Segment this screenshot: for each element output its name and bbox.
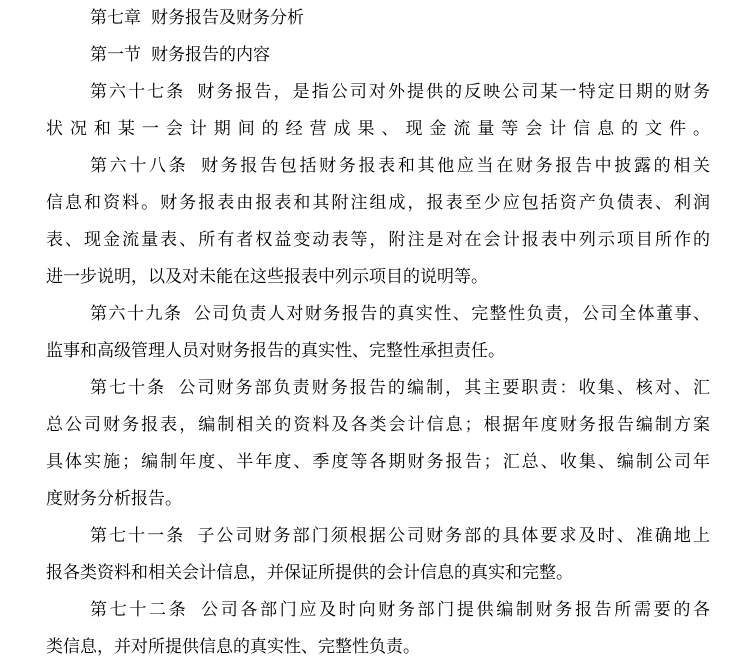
article-70-line-2: 总公司财务报表，编制相关的资料及各类会计信息；根据年度财务报告编制方案 bbox=[46, 415, 710, 435]
article-70-line-3: 具体实施；编制年度、半年度、季度等各期财务报告；汇总、收集、编制公司年 bbox=[46, 452, 710, 472]
article-number: 第六十九条 bbox=[90, 304, 183, 324]
article-text: 财务报告包括财务报表和其他应当在财务报告中披露的相关 bbox=[198, 156, 710, 176]
article-67-line-1 bbox=[46, 74, 710, 111]
article-68-line-3: 表、现金流量表、所有者权益变动表等，附注是对在会计报表中列示项目所作的 bbox=[46, 230, 710, 250]
article-text: 公司财务部负责财务报告的编制，其主要职责：收集、核对、汇 bbox=[176, 378, 710, 398]
article-text: 公司各部门应及时向财务部门提供编制财务报告所需要的各 bbox=[198, 600, 710, 620]
section-heading bbox=[46, 37, 710, 74]
article-68-line-4: 进一步说明，以及对未能在这些报表中列示项目的说明等。 bbox=[46, 267, 488, 287]
article-71-line-1 bbox=[46, 518, 710, 555]
article-72-line-2: 类信息，并对所提供信息的真实性、完整性负责。 bbox=[46, 637, 420, 657]
article-number: 第七十条 bbox=[90, 378, 167, 398]
article-67-line-2: 状况和某一会计期间的经营成果、现金流量等会计信息的文件。 bbox=[46, 119, 710, 139]
article-number: 第六十八条 bbox=[90, 156, 189, 176]
section-title: 财务报告的内容 bbox=[151, 45, 270, 65]
article-number: 第六十七条 bbox=[90, 82, 186, 102]
article-68-line-2: 信息和资料。财务报表由报表和其附注组成，报表至少应包括资产负债表、利润 bbox=[46, 193, 710, 213]
article-71-line-2: 报各类资料和相关会计信息，并保证所提供的会计信息的真实和完整。 bbox=[46, 563, 573, 583]
article-text: 公司负责人对财务报告的真实性、完整性负责，公司全体董事、 bbox=[192, 304, 710, 324]
chapter-title: 财务报告及财务分析 bbox=[151, 8, 304, 28]
article-number: 第七十二条 bbox=[90, 600, 189, 620]
article-number: 第七十一条 bbox=[90, 526, 186, 546]
article-text: 子公司财务部门须根据公司财务部的具体要求及时、准确地上 bbox=[195, 526, 710, 546]
article-70-line-4: 度财务分析报告。 bbox=[46, 489, 182, 509]
article-72-line-1 bbox=[46, 592, 710, 629]
article-69-line-1 bbox=[46, 296, 710, 333]
article-69-line-2: 监事和高级管理人员对财务报告的真实性、完整性承担责任。 bbox=[46, 341, 505, 361]
section-number: 第一节 bbox=[90, 45, 141, 65]
document-body bbox=[46, 0, 710, 666]
chapter-number: 第七章 bbox=[90, 8, 141, 28]
article-70-line-1 bbox=[46, 370, 710, 407]
article-text: 财务报告，是指公司对外提供的反映公司某一特定日期的财务 bbox=[195, 82, 710, 102]
article-68-line-1 bbox=[46, 148, 710, 185]
chapter-heading bbox=[46, 0, 710, 37]
